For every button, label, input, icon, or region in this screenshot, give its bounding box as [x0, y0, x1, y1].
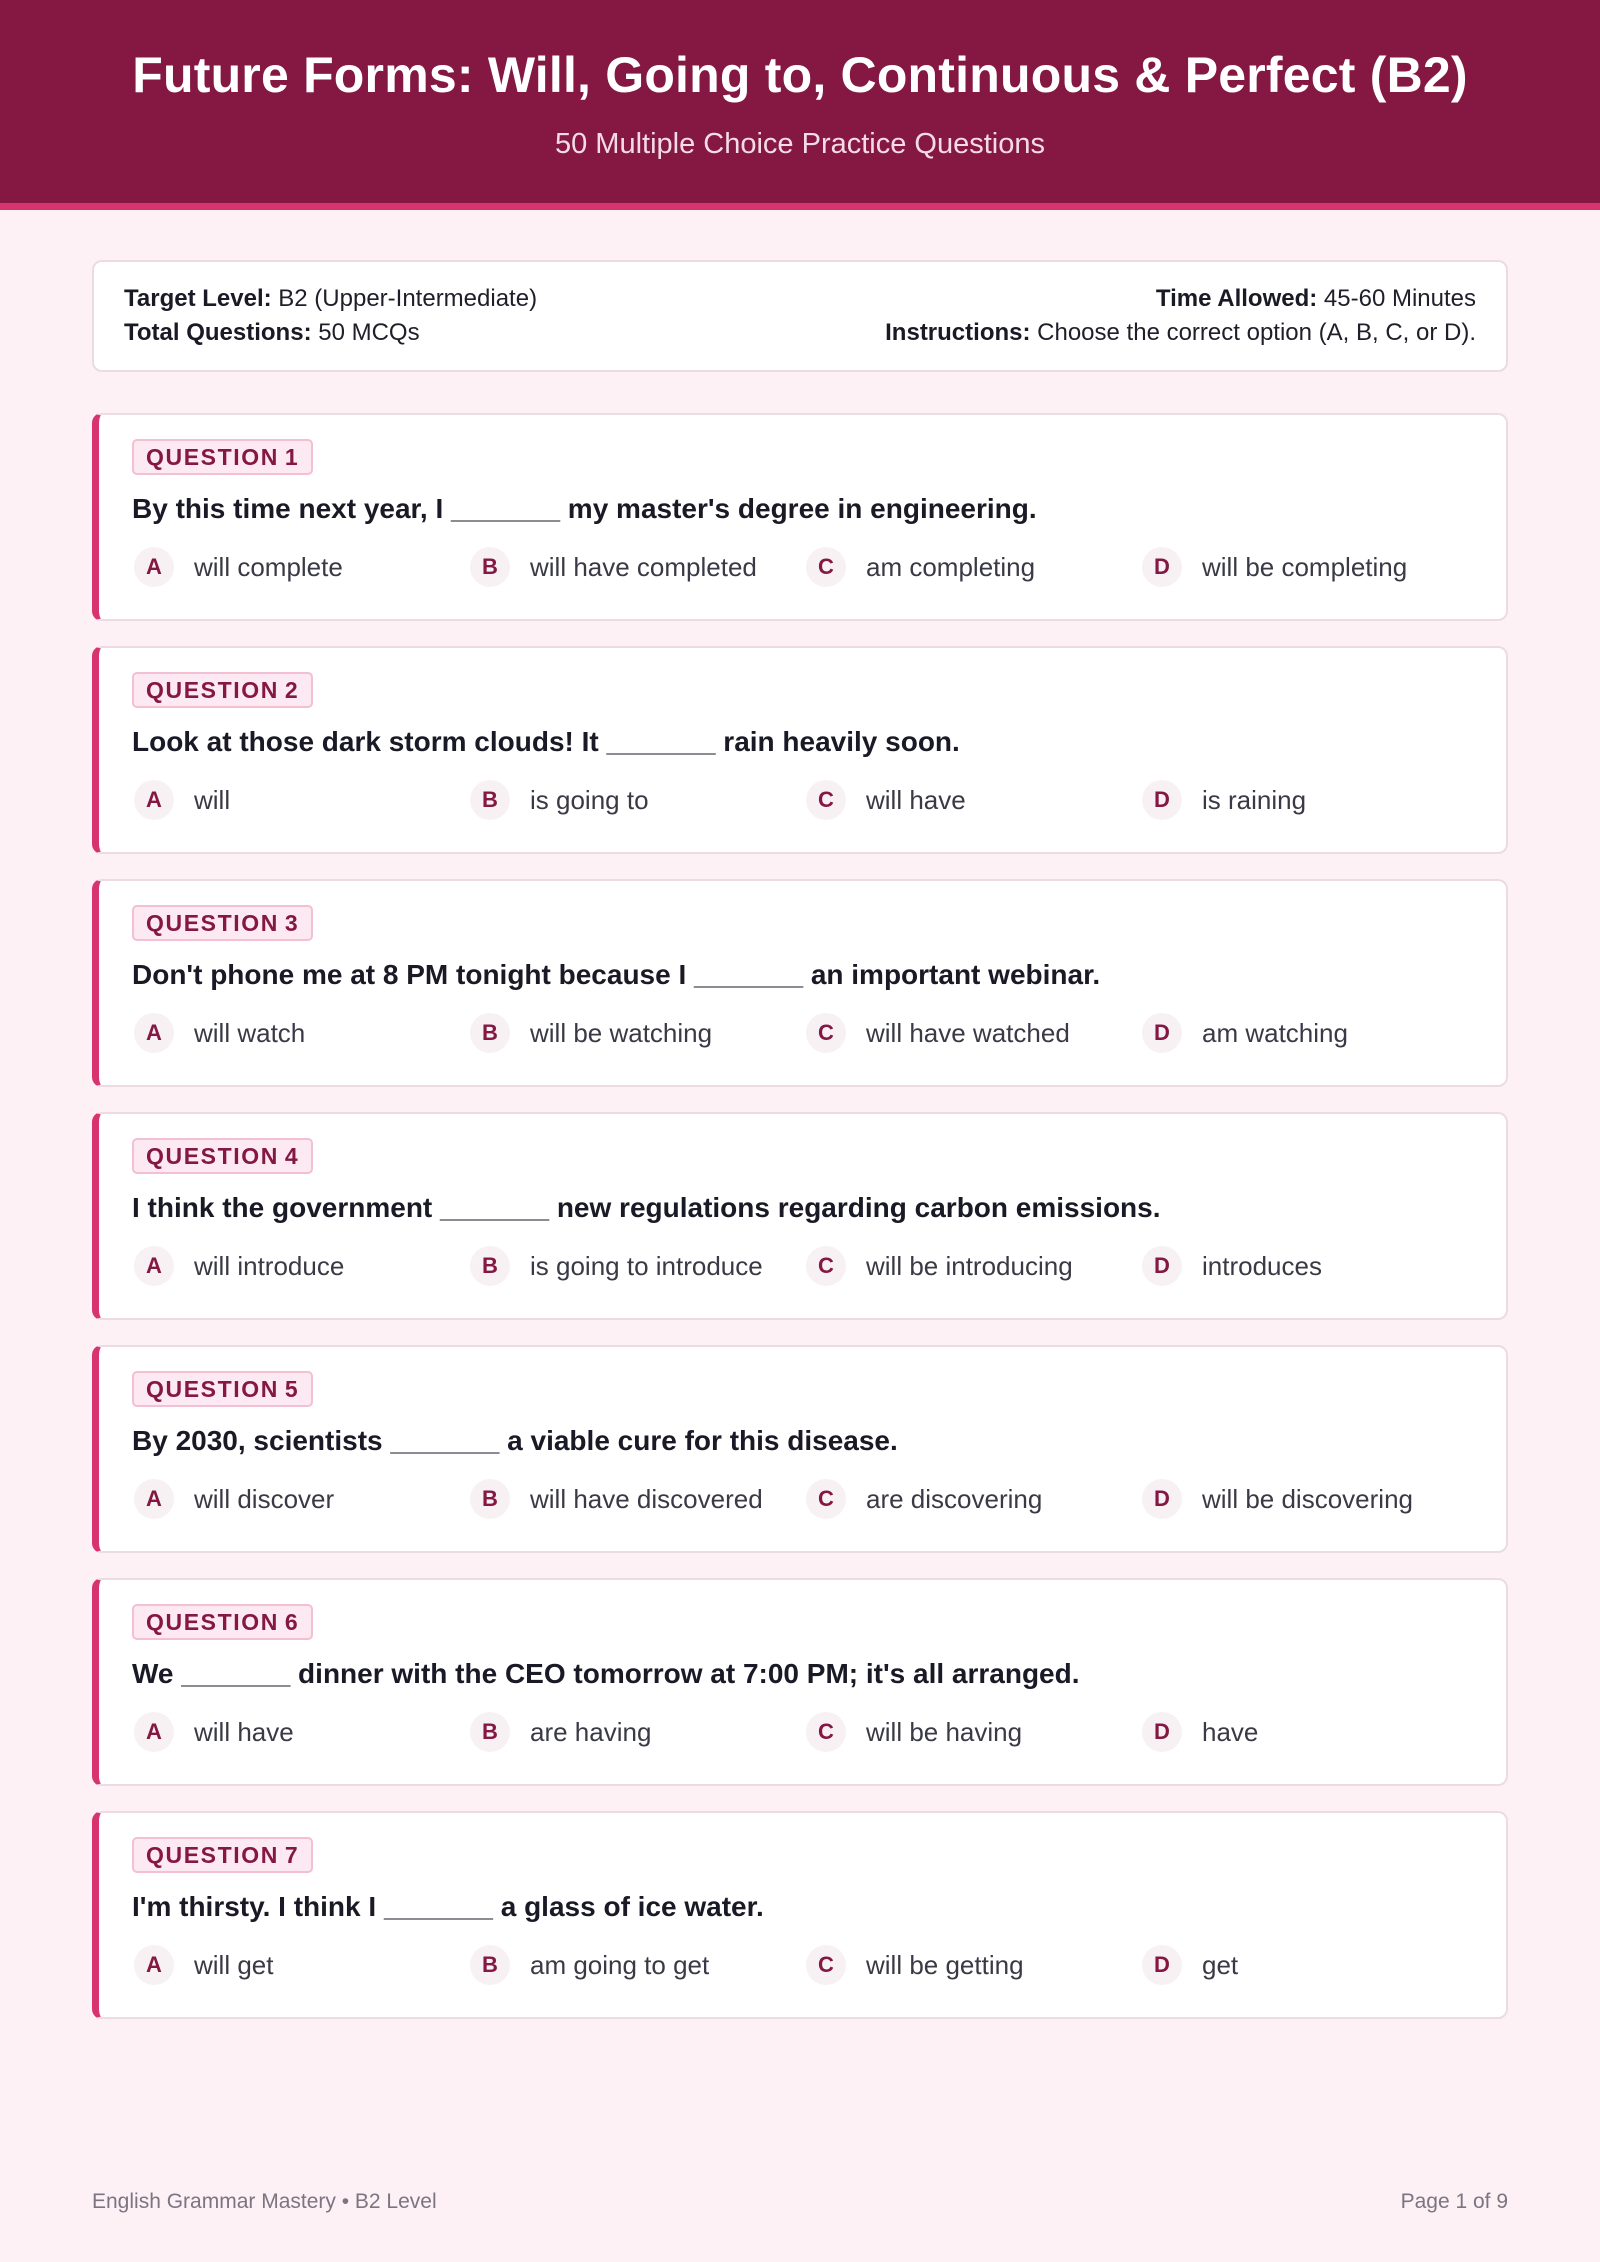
instructions-label: Instructions:	[885, 319, 1031, 346]
question-badge	[132, 672, 313, 708]
total-questions-value: 50 MCQs	[318, 319, 420, 346]
question-badge	[132, 1837, 313, 1873]
option-letter: D	[1142, 1246, 1182, 1286]
answer-option[interactable]	[804, 1945, 1140, 1985]
option-letter: D	[1142, 780, 1182, 820]
answer-option[interactable]	[468, 780, 804, 820]
answer-options	[132, 1013, 1476, 1053]
option-text: will	[194, 784, 231, 815]
footer-left: English Grammar Mastery • B2 Level	[92, 2190, 437, 2213]
option-text: will get	[194, 1949, 274, 1980]
question-card	[92, 1578, 1508, 1786]
time-allowed-value: 45-60 Minutes	[1323, 285, 1476, 312]
option-text: will be having	[866, 1716, 1023, 1747]
answer-options	[132, 780, 1476, 820]
question-label: QUESTION	[146, 1609, 279, 1635]
answer-options	[132, 1246, 1476, 1286]
question-list	[92, 413, 1508, 2044]
answer-option[interactable]	[1140, 547, 1476, 587]
question-label: QUESTION	[146, 910, 279, 936]
option-letter: B	[470, 1479, 510, 1519]
question-number: 2	[284, 677, 300, 703]
question-label: QUESTION	[146, 444, 279, 470]
option-text: is going to introduce	[530, 1250, 763, 1281]
answer-option[interactable]	[804, 1013, 1140, 1053]
answer-option[interactable]	[1140, 780, 1476, 820]
answer-option[interactable]	[468, 1246, 804, 1286]
answer-option[interactable]	[1140, 1479, 1476, 1519]
option-letter: A	[134, 547, 174, 587]
question-badge	[132, 905, 313, 941]
answer-option[interactable]	[132, 1479, 468, 1519]
page-title: Future Forms: Will, Going to, Continuous & Perfect (B2)	[132, 47, 1468, 103]
target-level-label: Target Level:	[124, 285, 272, 312]
option-letter: C	[806, 1013, 846, 1053]
answer-option[interactable]	[468, 1013, 804, 1053]
option-letter: D	[1142, 1013, 1182, 1053]
target-level-value: B2 (Upper-Intermediate)	[278, 285, 538, 312]
target-level	[124, 282, 537, 316]
question-text: We _______ dinner with the CEO tomorrow at 7:00 PM; it's all arranged.	[132, 1658, 1080, 1689]
option-text: will have	[194, 1716, 294, 1747]
question-label: QUESTION	[146, 1842, 279, 1868]
option-letter: D	[1142, 1712, 1182, 1752]
instructions	[885, 316, 1476, 350]
question-number: 5	[284, 1376, 300, 1402]
question-card	[92, 1345, 1508, 1553]
answer-option[interactable]	[804, 780, 1140, 820]
answer-option[interactable]	[132, 1945, 468, 1985]
answer-option[interactable]	[468, 1479, 804, 1519]
question-number: 4	[284, 1143, 300, 1169]
option-letter: C	[806, 1712, 846, 1752]
option-letter: C	[806, 547, 846, 587]
option-text: will watch	[194, 1017, 306, 1048]
option-text: will discover	[194, 1483, 335, 1514]
question-text: I think the government _______ new regulations regarding carbon emissions.	[132, 1192, 1161, 1223]
answer-options	[132, 1479, 1476, 1519]
answer-option[interactable]	[804, 1712, 1140, 1752]
question-label: QUESTION	[146, 677, 279, 703]
answer-option[interactable]	[1140, 1712, 1476, 1752]
question-number: 3	[284, 910, 300, 936]
option-letter: D	[1142, 1479, 1182, 1519]
answer-options	[132, 1945, 1476, 1985]
answer-option[interactable]	[132, 1013, 468, 1053]
question-text: Don't phone me at 8 PM tonight because I _______ an important webinar.	[132, 959, 1101, 990]
option-letter: B	[470, 1712, 510, 1752]
question-text: By this time next year, I _______ my master's degree in engineering.	[132, 493, 1037, 524]
option-text: is going to	[530, 784, 649, 815]
info-left	[124, 282, 537, 350]
question-card	[92, 413, 1508, 621]
question-label: QUESTION	[146, 1376, 279, 1402]
option-letter: C	[806, 780, 846, 820]
option-text: will have	[866, 784, 966, 815]
answer-option[interactable]	[132, 1246, 468, 1286]
option-text: get	[1202, 1949, 1239, 1980]
option-text: introduces	[1202, 1250, 1322, 1281]
option-text: am completing	[866, 551, 1036, 582]
option-letter: C	[806, 1945, 846, 1985]
option-letter: B	[470, 1246, 510, 1286]
option-text: will be discovering	[1202, 1483, 1413, 1514]
question-text: By 2030, scientists _______ a viable cure for this disease.	[132, 1425, 898, 1456]
answer-option[interactable]	[468, 1712, 804, 1752]
question-badge	[132, 1371, 313, 1407]
option-letter: C	[806, 1246, 846, 1286]
question-text: I'm thirsty. I think I _______ a glass of ice water.	[132, 1891, 764, 1922]
question-badge	[132, 1138, 313, 1174]
option-letter: A	[134, 1712, 174, 1752]
option-letter: B	[470, 780, 510, 820]
question-number: 1	[284, 444, 300, 470]
answer-options	[132, 547, 1476, 587]
answer-option[interactable]	[468, 1945, 804, 1985]
question-card	[92, 1811, 1508, 2019]
option-letter: A	[134, 1246, 174, 1286]
question-badge	[132, 1604, 313, 1640]
time-allowed-label: Time Allowed:	[1155, 285, 1318, 312]
option-letter: C	[806, 1479, 846, 1519]
info-right	[885, 282, 1476, 350]
page-footer	[92, 2190, 1508, 2214]
option-letter: A	[134, 1013, 174, 1053]
question-card	[92, 646, 1508, 854]
answer-option[interactable]	[1140, 1945, 1476, 1985]
option-text: is raining	[1202, 784, 1307, 815]
option-text: will be completing	[1202, 551, 1408, 582]
option-text: will be watching	[530, 1017, 713, 1048]
answer-option[interactable]	[132, 547, 468, 587]
answer-option[interactable]	[804, 547, 1140, 587]
option-letter: B	[470, 1945, 510, 1985]
option-text: will have discovered	[530, 1483, 763, 1514]
answer-option[interactable]	[132, 1712, 468, 1752]
option-text: will have completed	[530, 551, 757, 582]
question-number: 6	[284, 1609, 300, 1635]
option-letter: B	[470, 547, 510, 587]
question-card	[92, 879, 1508, 1087]
question-label: QUESTION	[146, 1143, 279, 1169]
question-card	[92, 1112, 1508, 1320]
question-text: Look at those dark storm clouds! It _______ rain heavily soon.	[132, 726, 960, 757]
option-letter: A	[134, 780, 174, 820]
time-allowed	[885, 282, 1476, 316]
instructions-value: Choose the correct option (A, B, C, or D).	[1037, 319, 1476, 346]
option-text: will complete	[194, 551, 343, 582]
answer-option[interactable]	[804, 1246, 1140, 1286]
option-text: are discovering	[866, 1483, 1043, 1514]
page-header	[0, 0, 1600, 210]
option-text: will be introducing	[866, 1250, 1073, 1281]
answer-option[interactable]	[132, 780, 468, 820]
question-number: 7	[284, 1842, 300, 1868]
answer-option[interactable]	[1140, 1246, 1476, 1286]
answer-option[interactable]	[468, 547, 804, 587]
info-box	[92, 260, 1508, 372]
question-badge	[132, 439, 313, 475]
option-text: am going to get	[530, 1949, 710, 1980]
option-text: have	[1202, 1716, 1259, 1747]
option-letter: A	[134, 1945, 174, 1985]
answer-option[interactable]	[1140, 1013, 1476, 1053]
option-text: will introduce	[194, 1250, 345, 1281]
option-letter: D	[1142, 547, 1182, 587]
option-text: will have watched	[866, 1017, 1070, 1048]
option-letter: A	[134, 1479, 174, 1519]
answer-option[interactable]	[804, 1479, 1140, 1519]
option-text: am watching	[1202, 1017, 1348, 1048]
option-letter: B	[470, 1013, 510, 1053]
page-subtitle: 50 Multiple Choice Practice Questions	[554, 128, 1045, 160]
option-letter: D	[1142, 1945, 1182, 1985]
answer-options	[132, 1712, 1476, 1752]
option-text: are having	[530, 1716, 652, 1747]
page-number: Page 1 of 9	[1400, 2190, 1508, 2213]
option-text: will be getting	[866, 1949, 1024, 1980]
total-questions	[124, 316, 537, 350]
total-questions-label: Total Questions:	[124, 319, 312, 346]
